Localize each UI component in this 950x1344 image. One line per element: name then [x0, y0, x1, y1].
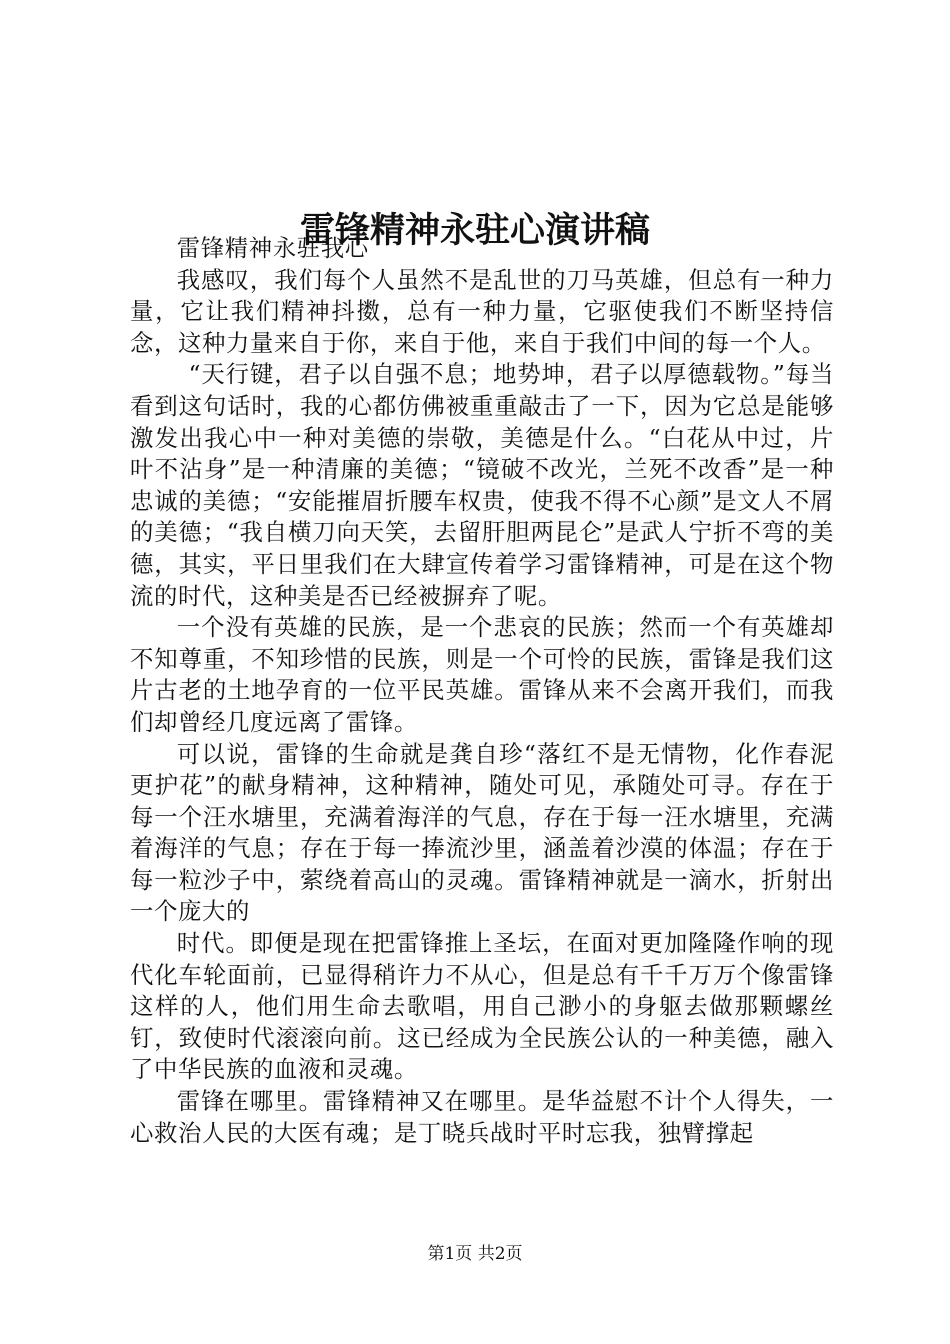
document-title: 雷锋精神永驻心演讲稿	[299, 211, 650, 252]
paragraph: 我感叹，我们每个人虽然不是乱世的刀马英雄，但总有一种力量，它让我们精神抖擞，总有一种力量，它驱使我们不断坚持信念，这种力量来自于你，来自于他，来自于我们中间的每一个人。	[130, 265, 834, 357]
paragraph: 一个没有英雄的民族，是一个悲哀的民族；然而一个有英雄却不知尊重，不知珍惜的民族，则是一个可怜的民族，雷锋是我们这片古老的土地孕育的一位平民英雄。雷锋从来不会离开我们，而我们却曾经几度远离了雷锋。	[130, 613, 834, 736]
paragraph: 时代。即便是现在把雷锋推上圣坛，在面对更加隆隆作响的现代化车轮面前，已显得稍许力不从心，但是总有千千万万个像雷锋这样的人，他们用生命去歌唱，用自己渺小的身躯去做那颗螺丝钉，致使时代滚滚向前。这已经成为全民族公认的一种美德，融入了中华民族的血液和灵魂。	[130, 929, 834, 1084]
paragraph: 雷锋在哪里。雷锋精神又在哪里。是华益慰不计个人得失，一心救治人民的大医有魂；是丁晓兵战时平时忘我，独臂撑起	[130, 1087, 834, 1147]
document-body	[130, 233, 834, 1149]
paragraph: “天行键，君子以自强不息；地势坤，君子以厚德载物。”每当看到这句话时，我的心都仿佛被重重敲击了一下，因为它总是能够激发出我心中一种对美德的崇敬，美德是什么。“白花从中过，片叶不沾身”是一种清廉的美德；“镜破不改光，兰死不改香”是一种忠诚的美德；“安能摧眉折腰车权贵，使我不得不心颜”是文人不屑的美德；“我自横刀向天笑，去留肝胆两昆仑”是武人宁折不弯的美德，其实，平日里我们在大肆宣传着学习雷锋精神，可是在这个物流的时代，这种美是否已经被摒弃了呢。	[130, 360, 834, 610]
paragraph-subtitle: 雷锋精神永驻我心	[176, 234, 369, 262]
paragraph: 可以说，雷锋的生命就是龚自珍“落红不是无情物，化作春泥更护花”的献身精神，这种精神，随处可见，承随处可寻。存在于每一个汪水塘里，充满着海洋的气息，存在于每一汪水塘里，充满着海洋的气息；存在于每一捧流沙里，涵盖着沙漠的体温；存在于每一粒沙子中，萦绕着高山的灵魂。雷锋精神就是一滴水，折射出一个庞大的	[130, 739, 834, 926]
page-footer: 第1页 共2页	[427, 1244, 523, 1264]
